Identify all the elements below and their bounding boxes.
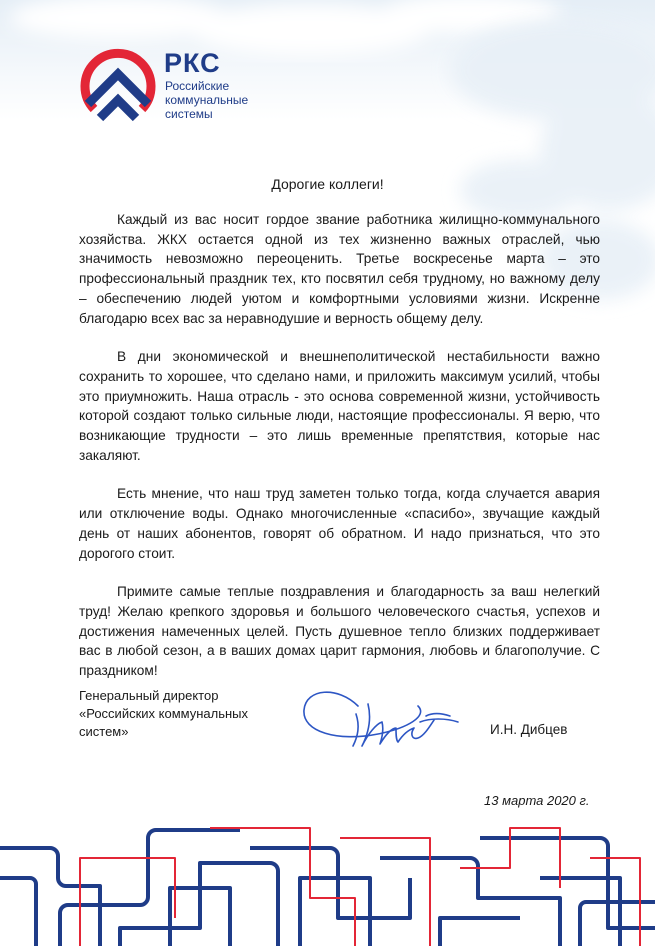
signatory-name: И.Н. Дибцев [490, 722, 568, 737]
paragraph: Есть мнение, что наш труд заметен только тогда, когда случается авария или отключение воды. Однако многочисленные «спасибо», звучащие каждый день от наших абонентов, говорят об обратном. И надо признаться, что это дорогого стоит. [79, 486, 600, 561]
letter-body [79, 210, 600, 700]
letter-date: 13 марта 2020 г. [484, 793, 590, 808]
handwritten-signature [298, 676, 468, 756]
paragraph: Каждый из вас носит гордое звание работника жилищно-коммунального хозяйства. ЖКХ остается одной из тех жизненно важных отраслей, чью значимость невозможно переоценить. Третье воскресенье марта – это профессиональный праздник тех, кто посвятил себя трудному, но важному делу – обеспечению людей уютом и комфортными условиями жизни. Искренне благодарю всех вас за неравнодушие и верность общему делу. [79, 212, 600, 326]
letter-greeting: Дорогие коллеги! [271, 176, 384, 192]
signatory-title-line: «Российских коммунальных [79, 706, 249, 721]
signatory-title-line: Генеральный директор [79, 688, 219, 703]
paragraph: Примите самые теплые поздравления и благодарность за ваш нелегкий труд! Желаю крепкого здоровья и большого человеческого счастья, успехов и достижения намеченных целей. Пусть душевное тепло близких поддерживает вас в любой сезон, а в ваших домах царит гармония, любовь и благополучие. С праздником! [79, 584, 600, 679]
signatory-title [79, 687, 289, 741]
company-logo [78, 46, 278, 126]
signatory-title-line: систем» [79, 724, 129, 739]
paragraph: В дни экономической и внешнеполитической нестабильности важно сохранить то хорошее, что сделано нами, и приложить максимум усилий, чтобы это приумножить. Наша отрасль - это основа современной жизни, устойчивость которой создают только сильные люди, настоящие профессионалы. Я верю, что возникающие трудности – это лишь временные препятствия, которые нас закаляют. [79, 349, 600, 463]
logo-company-name: Российские коммунальные системы [165, 79, 249, 121]
rks-logo-mark-icon [78, 46, 158, 126]
decorative-pipes-pattern [0, 818, 655, 946]
logo-abbreviation: РКС [164, 48, 221, 78]
